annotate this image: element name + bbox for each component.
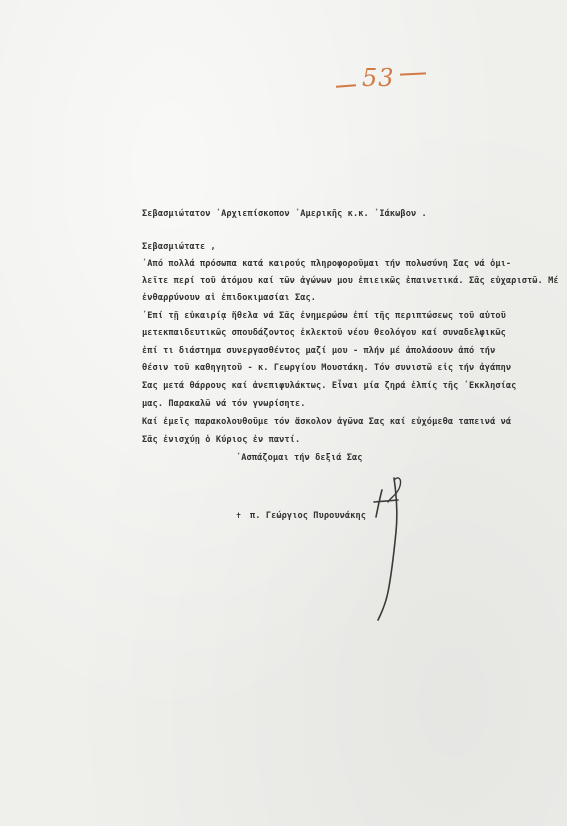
body-line: θέσιν τοῦ καθηγητοῦ - κ. Γεωργίου Μουστάκη. Τόν συνιστῶ εἰς τήν ἀγάπην [142,363,512,373]
body-line: ᾿Από πολλά πρόσωπα κατά καιρούς πληροφοροῦμαι τήν πολωσύνη Σας νά ὁμι- [142,259,512,269]
signature-name: π. Γεώργιος Πυρουνάκης [250,511,367,521]
body-line: ἐπί τι διάστημα συνεργασθέντος μαζί μου - πλήν μέ ἀπολάσουν ἀπό τήν [142,346,496,356]
body-line: Καί ἐμεῖς παρακολουθοῦμε τόν ἄσκολον ἀγῶνα Σας καί εὐχόμεθα ταπεινά νά [142,417,512,427]
page-number-dash-left [336,84,356,87]
page-number-dash-right [400,72,426,75]
body-line: ᾿Επί τῇ εὐκαιρίᾳ ἤθελα νά Σᾶς ἐνημερώσω ἐπί τῆς περιπτώσεως τοῦ αὐτοῦ [142,311,506,321]
body-line: Σᾶς ἐνισχύῃ ὁ Κύριος ἐν παντί. [142,435,301,445]
body-line: ἐνθαρρύνουν αἱ ἐπιδοκιμασίαι Σας. [142,293,317,303]
body-line: μετεκπαιδευτικῶς σπουδάζοντος ἐκλεκτοῦ νέου θεολόγου καί συναδελφικῶς [142,328,506,338]
address-line: Σεβασμιώτατον ᾿Αρχιεπίσκοπον ᾿Αμερικῆς κ.κ. ᾿Ιάκωβον . [142,209,427,219]
body-line: Σας μετά θάρρους καί ἀνεπιφυλάκτως. Εἶναι μία ζηρά ἐλπίς τῆς ᾿Εκκλησίας [142,381,517,391]
closing-line: ᾿Ασπάζομαι τήν δεξιά Σας [236,453,363,463]
cross-mark-icon: ✝ [236,511,242,521]
page-number: 53 [362,64,395,92]
handwritten-signature [360,472,430,632]
salutation: Σεβασμιώτατε , [142,242,216,252]
body-line: μας. Παρακαλῶ νά τόν γνωρίσητε. [142,399,306,409]
body-line: λεῖτε περί τοῦ ἀτόμου καί τῶν ἀγώνων μου ἐπιεικῶς ἐπαινετικά. Σᾶς εὐχαριστῶ. Μέ [142,276,559,286]
